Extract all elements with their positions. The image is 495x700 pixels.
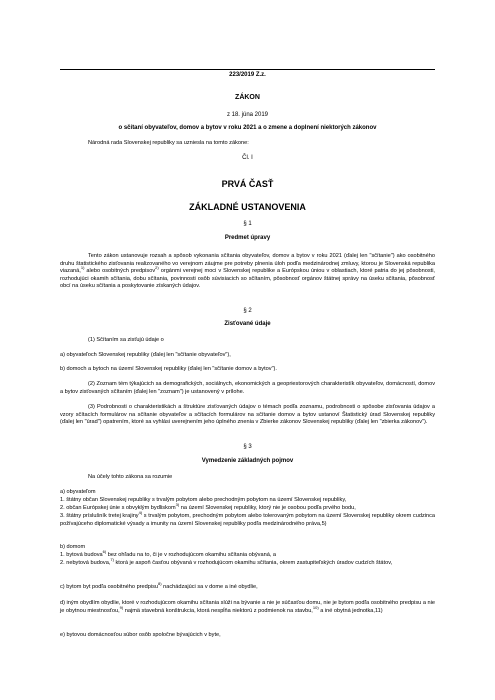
footnote-ref: 3) bbox=[175, 502, 180, 508]
section-3-item-a-2: 2. občan Európskej únie s obvyklým bydliskom$^{3)}$ na území Slovenskej republiky, ktorý nie je osobou podľa prvého bodu, bbox=[60, 502, 356, 511]
top-rule bbox=[60, 69, 435, 70]
section-3-intro: Na účely tohto zákona sa rozumie bbox=[88, 474, 173, 480]
section-3-number: § 3 bbox=[243, 444, 252, 450]
article-number: Čl. I bbox=[242, 155, 253, 161]
section-2-title: Zisťované údaje bbox=[224, 321, 271, 327]
law-date: z 18. júna 2019 bbox=[226, 112, 269, 118]
section-2-number: § 2 bbox=[243, 308, 252, 314]
section-3-item-a-3: 3. štátny príslušník tretej krajiny$^{4)}$ s trvalým pobytom, prechodným pobytom alebo tolerovaným pobytom na území Slovenskej republiky okrem cudzinca požívajúceho diplomatické výsady a imunity na území Slovenskej republiky podľa medzinárodného práva,5) bbox=[60, 510, 436, 527]
preamble: Národná rada Slovenskej republiky sa uzniesla na tomto zákone: bbox=[88, 140, 249, 146]
footnote-ref: 8) bbox=[158, 581, 162, 587]
section-2-par-1: (1) Sčítaním sa zisťujú údaje o bbox=[88, 337, 164, 343]
part-subtitle: ZÁKLADNÉ USTANOVENIA bbox=[189, 202, 306, 212]
footnote-ref: 2) bbox=[155, 265, 159, 271]
section-3-title: Vymedzenie základných pojmov bbox=[201, 458, 294, 464]
footnote-ref: 10) bbox=[312, 604, 319, 610]
section-1-number: § 1 bbox=[243, 221, 252, 227]
section-3-item-e: e) bytovou domácnosťou súbor osôb spoločne bývajúcich v byte, bbox=[60, 632, 221, 638]
part-title: PRVÁ ČASŤ bbox=[221, 179, 274, 189]
section-3-item-a-1: 1. štátny občan Slovenskej republiky s trvalým pobytom alebo prechodným pobytom na území Slovenskej republiky, bbox=[60, 497, 347, 503]
law-type: ZÁKON bbox=[235, 94, 260, 101]
footnote-ref: 6) bbox=[102, 549, 107, 555]
section-2-item-b: b) domoch a bytoch na území Slovenskej republiky (ďalej len "sčítanie domov a bytov"). bbox=[60, 366, 277, 372]
law-number: 223/2019 Z.z. bbox=[229, 72, 266, 78]
footnote-ref: 7) bbox=[110, 557, 114, 563]
section-2-item-a: a) obyvateľoch Slovenskej republiky (ďalej len "sčítanie obyvateľov"), bbox=[60, 352, 231, 358]
section-3-item-d: d) iným obydlím obydlie, ktoré v rozhodujúcom okamihu sčítania slúži na bývanie a nie je súčasťou domu, nie je bytom podľa osobitného predpisu a nie je obytnou miestnosťou,$^{9)}$ najmä stavebná konštrukcia, ktorá nespĺňa niektorú z podmienok na stavbu,$^{10)}$ a iné obytná jednotka,11) bbox=[60, 600, 435, 614]
section-3-item-b: b) domom bbox=[60, 544, 86, 550]
section-1-paragraph: Tento zákon ustanovuje rozsah a spôsob vykonania sčítania obyvateľov, domov a bytov v roku 2021 (ďalej len "sčítanie") ako osobitného druhu štatistického zisťovania realizovaného vo verejnom záujme pre potreby plnenia úloh podľa medzinárodnej zmluvy, ktorou je Slovenská republika viazaná,$^{1)}$ alebo osobitných predpisov$^{2)}$ orgánmi verejnej moci v Slovenskej republike a Európskou úniou v oblastiach, ktoré patria do jej pôsobnosti, rozhodujúci okamih sčítania, dobu sčítania, povinnosti osôb súvisiacich so sčítaním, pôsobnosť orgánov štátnej správy na úseku sčítania, pôsobnosť obcí na úseku sčítania a poskytovanie získaných údajov. bbox=[60, 253, 435, 290]
section-3-item-c: c) bytom byt podľa osobitného predpisu$^{8)}$ nachádzajúci sa v dome a iné obydlie, bbox=[60, 581, 258, 590]
footnote-ref: 9) bbox=[119, 604, 124, 610]
footnote-ref: 4) bbox=[138, 510, 143, 516]
section-3-item-b-1: 1. bytová budova$^{6)}$ bez ohľadu na to, či je v rozhodujúcom okamihu sčítania obývaná, a bbox=[60, 549, 277, 558]
section-2-par-3: (3) Podrobnosti o charakteristikách a štruktúre zisťovaných údajov o témach podľa zoznamu, podrobnosti o spôsobe zisťovania údajov a vzory sčítacích formulárov na sčítanie obyvateľov a sčítacích formulárov na sčítanie domov a bytov ustanoví Štatistický úrad Slovenskej republiky (ďalej len "úrad") opatrením, ktoré sa vyhlási uverejnením jeho úplného znenia v Zbierke zákonov Slovenskej republiky (ďalej len "zbierka zákonov"). bbox=[60, 404, 435, 426]
law-subtitle: o sčítaní obyvateľov, domov a bytov v roku 2021 a o zmene a doplnení niektorých zákonov bbox=[118, 125, 377, 131]
section-1-title: Predmet úpravy bbox=[224, 235, 271, 241]
section-3-item-a: a) obyvateľom bbox=[60, 489, 96, 495]
section-3-item-b-2: 2. nebytová budova,$^{7)}$ ktorá je aspoň časťou obývaná v rozhodujúcom okamihu sčítania, okrem zastupiteľských úradov cudzích štátov, bbox=[60, 557, 393, 566]
footnote-ref: 1) bbox=[80, 265, 85, 271]
section-2-par-2: (2) Zoznam tém týkajúcich sa demografických, sociálnych, ekonomických a geopriestorových charakteristík obyvateľov, domácností, domov a bytov zisťovaných sčítaním (ďalej len "zoznam") je ustanovený v prílohe. bbox=[60, 381, 435, 395]
